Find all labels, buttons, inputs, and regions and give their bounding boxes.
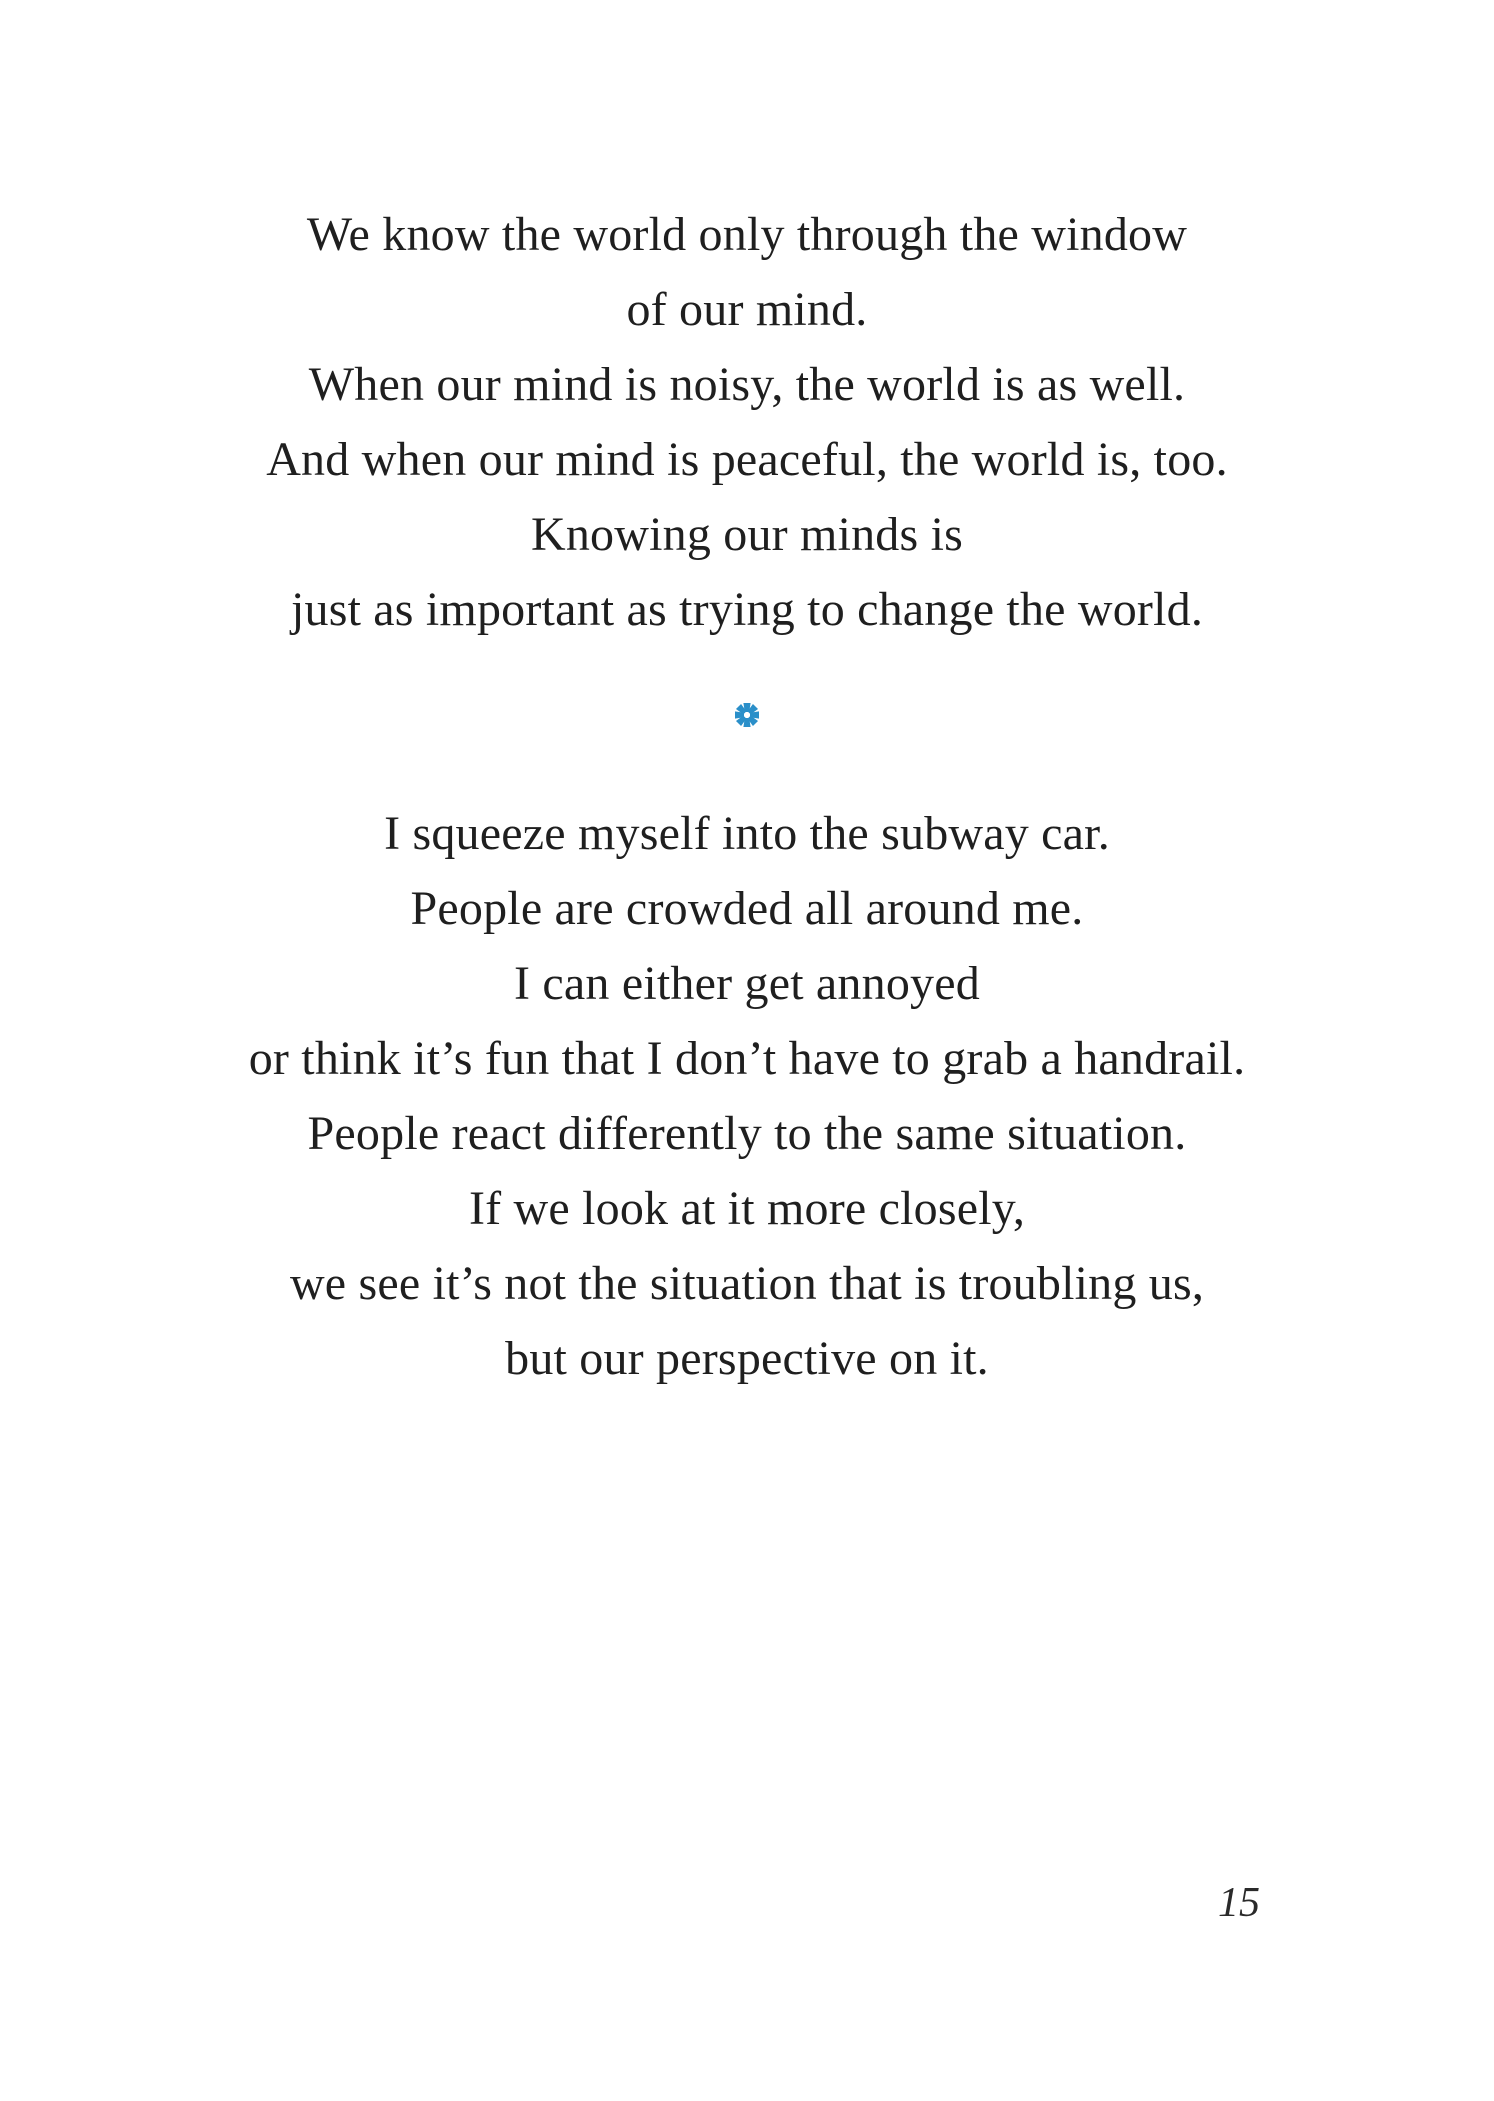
- stanza-line: or think it’s fun that I don’t have to grab a handrail.: [248, 1032, 1246, 1085]
- stanza-line: we see it’s not the situation that is troubling us,: [289, 1257, 1205, 1310]
- asterisk-flower-icon: [732, 700, 762, 730]
- stanza-line: I can either get annoyed: [514, 957, 980, 1010]
- stanza-line: of our mind.: [626, 283, 868, 336]
- stanza-line: And when our mind is peaceful, the world is, too.: [266, 433, 1228, 486]
- stanza-line: If we look at it more closely,: [468, 1182, 1026, 1235]
- stanza-line: When our mind is noisy, the world is as well.: [308, 358, 1186, 411]
- stanza-line: People are crowded all around me.: [410, 882, 1084, 935]
- stanza-line: People react differently to the same situation.: [307, 1107, 1187, 1160]
- stanza-line: We know the world only through the window: [306, 208, 1188, 261]
- stanza-line: Knowing our minds is: [530, 508, 963, 561]
- section-divider: [0, 700, 1494, 740]
- stanza-line: but our perspective on it.: [505, 1332, 989, 1385]
- page-number: 15: [1218, 1880, 1260, 1926]
- stanza-1: [0, 197, 1494, 647]
- stanza-2: [0, 796, 1494, 1396]
- stanza-line: just as important as trying to change the world.: [290, 583, 1204, 636]
- stanza-line: I squeeze myself into the subway car.: [384, 807, 1110, 860]
